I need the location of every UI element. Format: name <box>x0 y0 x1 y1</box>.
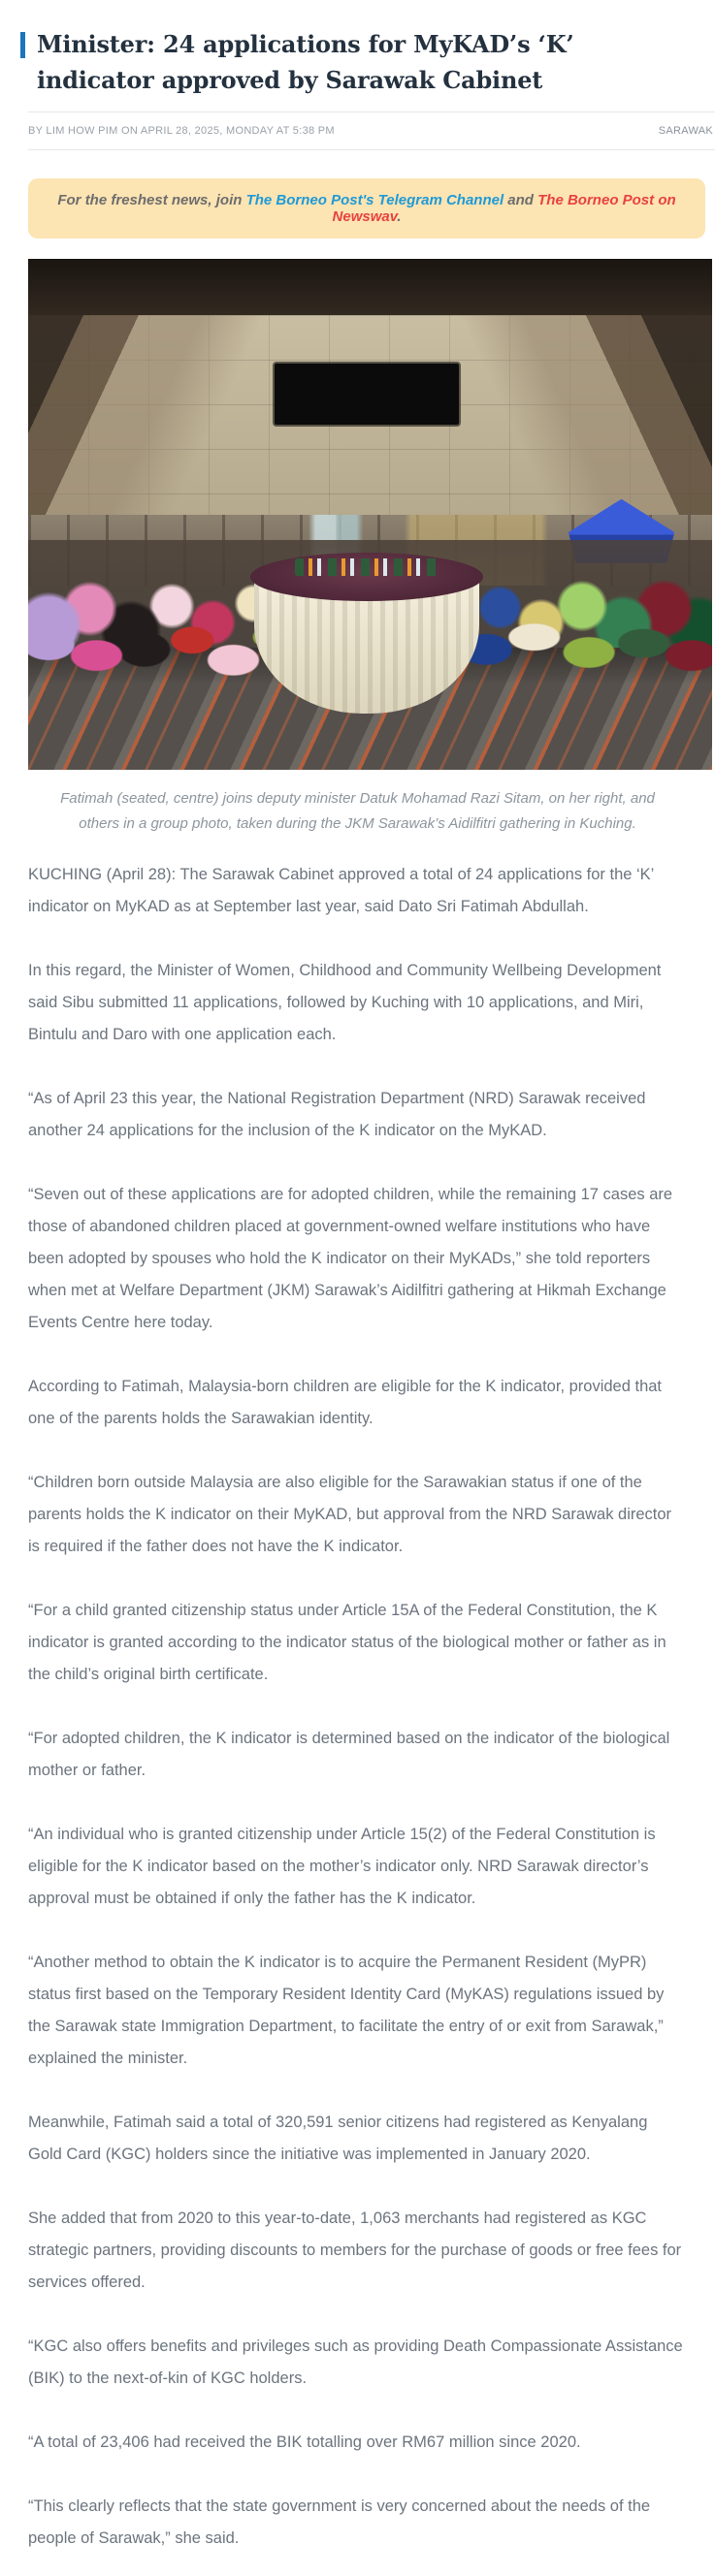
newswav-link[interactable]: The Borneo Post on Newswav <box>332 192 676 225</box>
telegram-channel-link[interactable]: The Borneo Post's Telegram Channel <box>245 192 504 208</box>
article-paragraph: “A total of 23,406 had received the BIK totalling over RM67 million since 2020. <box>28 2433 581 2451</box>
page-title: Minister: 24 applications for MyKAD’s ‘K’ indicator approved by Sarawak Cabinet <box>37 30 574 94</box>
divider-line <box>28 149 715 150</box>
article-paragraph: “Another method to obtain the K indicator is to acquire the Permanent Resident (MyPR) status first based on the Temporary Resident Identity Card (MyKAS) regulations issued by the Sarawak state Immigration Department, to facilitate the entry of or exit from Sarawak,” explained the minister. <box>28 1954 665 2067</box>
photo-table-items <box>295 558 439 576</box>
article-paragraph: “Children born outside Malaysia are also eligible for the Sarawakian status if one of the parents holds the K indicator on their MyKAD, but approval from the NRD Sarawak director is required if the father does not have the K indicator. <box>28 1474 672 1555</box>
article-figure <box>0 259 715 837</box>
article-paragraph: KUCHING (April 28): The Sarawak Cabinet approved a total of 24 applications for the ‘K’ indicator on MyKAD as at September last year, said Dato Sri Fatimah Abdullah. <box>28 866 654 915</box>
article-paragraph: “This clearly reflects that the state government is very concerned about the needs of the people of Sarawak,” she said. <box>28 2497 651 2547</box>
promo-text-period: . <box>397 208 402 225</box>
article-paragraph: “KGC also offers benefits and privileges such as providing Death Compassionate Assistance (BIK) to the next-of-kin of KGC holders. <box>28 2337 683 2387</box>
byline: BY LIM HOW PIM ON APRIL 28, 2025, MONDAY AT 5:38 PM <box>28 125 335 137</box>
article-paragraph: “For a child granted citizenship status under Article 15A of the Federal Constitution, the K indicator is granted according to the indicator status of the biological mother or father as in the child’s original birth certificate. <box>28 1602 666 1683</box>
article-photo <box>28 259 712 770</box>
photo-wall-panels <box>28 315 712 540</box>
promo-text-and: and <box>504 192 538 208</box>
article-paragraph: “An individual who is granted citizenship under Article 15(2) of the Federal Constitution is eligible for the K indicator based on the mother’s indicator only. NRD Sarawak director’s approval must be obtained if only the father has the K indicator. <box>28 1826 656 1907</box>
title-block <box>0 0 715 98</box>
article-body <box>28 859 684 2555</box>
photo-caption: Fatimah (seated, centre) joins deputy minister Datuk Mohamad Razi Sitam, on her right, and others in a group photo, taken during the JKM Sarawak’s Aidilfitri gathering in Kuching. <box>60 790 655 832</box>
article-paragraph: In this regard, the Minister of Women, Childhood and Community Wellbeing Development said Sibu submitted 11 applications, followed by Kuching with 10 applications, and Miri, Bintulu and Daro with one application each. <box>28 962 662 1043</box>
promo-banner <box>28 178 705 239</box>
article-paragraph: “As of April 23 this year, the National Registration Department (NRD) Sarawak received another 24 applications for the inclusion of the K indicator on the MyKAD. <box>28 1090 646 1139</box>
title-accent-bar <box>20 32 25 58</box>
article-paragraph: According to Fatimah, Malaysia-born children are eligible for the K indicator, provided that one of the parents holds the Sarawakian identity. <box>28 1378 663 1427</box>
byline-row <box>28 112 715 149</box>
article-paragraph: Meanwhile, Fatimah said a total of 320,591 senior citizens had registered as Kenyalang Gold Card (KGC) holders since the initiative was implemented in January 2020. <box>28 2114 648 2163</box>
category-link-sarawak[interactable]: SARAWAK <box>658 125 713 137</box>
article-paragraph: “For adopted children, the K indicator is determined based on the indicator of the biological mother or father. <box>28 1730 670 1779</box>
article-paragraph: “Seven out of these applications are for adopted children, while the remaining 17 cases are those of abandoned children placed at government-owned welfare institutions who have been adopted by spouses who hold the K indicator on their MyKADs,” she told reporters when met at Welfare Department (JKM) Sarawak’s Aidilfitri gathering at Hikmah Exchange Events Centre here today. <box>28 1186 673 1331</box>
article-paragraph: She added that from 2020 to this year-to-date, 1,063 merchants had registered as KGC strategic partners, providing discounts to members for the purchase of goods or free fees for services offered. <box>28 2210 682 2291</box>
promo-text-prefix: For the freshest news, join <box>57 192 246 208</box>
photo-projection-window <box>275 364 459 425</box>
article-header <box>0 0 715 150</box>
photo-ceiling <box>28 259 712 315</box>
